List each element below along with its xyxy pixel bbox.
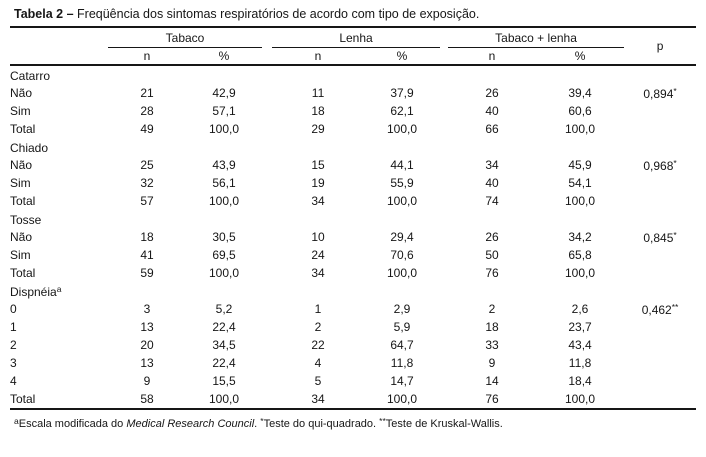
cell-n-tabaco-lenha: 14 bbox=[485, 374, 499, 388]
cell-n-tabaco: 58 bbox=[140, 392, 154, 406]
cell-p-value bbox=[624, 192, 696, 210]
cell-p-value bbox=[624, 228, 696, 246]
cell-pct-tabaco-lenha: 43,4 bbox=[568, 338, 592, 352]
cell-p-value bbox=[624, 372, 696, 390]
cell-n-tabaco: 3 bbox=[143, 302, 151, 316]
cell-p-value bbox=[624, 84, 696, 102]
footnote-text: . bbox=[254, 418, 261, 430]
cell-pct-tabaco: 56,1 bbox=[212, 176, 236, 190]
column-gap bbox=[440, 174, 448, 192]
cell-pct-lenha: 62,1 bbox=[390, 104, 414, 118]
caption-text: Freqüência dos sintomas respiratórios de acordo com tipo de exposição. bbox=[77, 7, 480, 21]
column-gap bbox=[262, 27, 272, 48]
cell-pct-tabaco: 57,1 bbox=[212, 104, 236, 118]
cell-n-tabaco: 13 bbox=[140, 320, 154, 334]
cell-n-tabaco-lenha: 74 bbox=[485, 194, 499, 208]
cell-n-tabaco: 25 bbox=[140, 158, 154, 172]
table-row bbox=[10, 84, 696, 102]
footnote-superscript-star: * bbox=[260, 416, 264, 426]
cell-p-value bbox=[624, 336, 696, 354]
column-gap bbox=[440, 192, 448, 210]
cell-pct-lenha: 100,0 bbox=[387, 122, 418, 136]
subheader-n: n bbox=[108, 48, 186, 66]
cell-n-tabaco-lenha: 2 bbox=[488, 302, 496, 316]
column-gap bbox=[262, 372, 272, 390]
cell-pct-lenha: 100,0 bbox=[387, 194, 418, 208]
table-row bbox=[10, 336, 696, 354]
cell-pct-tabaco-lenha: 23,7 bbox=[568, 320, 592, 334]
column-gap bbox=[440, 264, 448, 282]
cell-n-tabaco: 57 bbox=[140, 194, 154, 208]
cell-p-value bbox=[624, 246, 696, 264]
cell-n-tabaco-lenha: 76 bbox=[485, 392, 499, 406]
column-gap bbox=[262, 264, 272, 282]
cell-n-tabaco: 59 bbox=[140, 266, 154, 280]
footnote-text: Escala modificada do bbox=[18, 418, 127, 430]
cell-pct-tabaco-lenha: 54,1 bbox=[568, 176, 592, 190]
p-value-text: 0,462 bbox=[641, 302, 672, 317]
cell-p-value bbox=[624, 354, 696, 372]
cell-n-lenha: 29 bbox=[311, 122, 325, 136]
p-value-superscript: * bbox=[673, 85, 677, 96]
table-row bbox=[10, 264, 696, 282]
cell-pct-tabaco-lenha: 2,6 bbox=[571, 302, 589, 316]
cell-pct-tabaco: 69,5 bbox=[212, 248, 236, 262]
column-gap bbox=[262, 246, 272, 264]
section-label-text: Chiado bbox=[10, 140, 49, 155]
row-label: Não bbox=[10, 230, 33, 244]
column-gap bbox=[262, 174, 272, 192]
cell-pct-tabaco-lenha: 100,0 bbox=[565, 392, 596, 406]
row-label: Não bbox=[10, 158, 33, 172]
column-gap bbox=[440, 156, 448, 174]
column-gap bbox=[262, 156, 272, 174]
cell-pct-tabaco: 22,4 bbox=[212, 356, 236, 370]
cell-n-tabaco-lenha: 40 bbox=[485, 176, 499, 190]
column-gap bbox=[440, 102, 448, 120]
row-label: Total bbox=[10, 266, 36, 280]
cell-pct-lenha: 5,9 bbox=[393, 320, 411, 334]
group-header-tabaco-lenha: Tabaco + lenha bbox=[448, 27, 624, 48]
column-gap bbox=[262, 318, 272, 336]
table-row bbox=[10, 192, 696, 210]
column-gap bbox=[440, 120, 448, 138]
subheader-n: n bbox=[448, 48, 536, 66]
column-gap bbox=[440, 84, 448, 102]
table-row bbox=[10, 372, 696, 390]
cell-n-tabaco: 49 bbox=[140, 122, 154, 136]
row-label: Sim bbox=[10, 176, 31, 190]
column-gap bbox=[440, 372, 448, 390]
caption-label bbox=[14, 7, 74, 21]
cell-n-tabaco: 13 bbox=[140, 356, 154, 370]
footnote-superscript-double-star: ** bbox=[379, 416, 386, 426]
p-value-text: 0,845 bbox=[643, 230, 674, 245]
footnote-superscript-a: a bbox=[14, 416, 19, 426]
section-label bbox=[10, 65, 696, 84]
cell-pct-lenha: 37,9 bbox=[390, 86, 414, 100]
row-label: 1 bbox=[10, 320, 17, 334]
cell-n-lenha: 4 bbox=[314, 356, 322, 370]
p-column-header: p bbox=[624, 27, 696, 65]
cell-p-value bbox=[624, 318, 696, 336]
row-label: 4 bbox=[10, 374, 17, 388]
column-gap bbox=[440, 390, 448, 409]
row-label: Sim bbox=[10, 104, 31, 118]
cell-n-tabaco-lenha: 18 bbox=[485, 320, 499, 334]
column-gap bbox=[262, 354, 272, 372]
table-row bbox=[10, 174, 696, 192]
column-gap bbox=[440, 27, 448, 48]
column-gap bbox=[440, 354, 448, 372]
section-label-superscript: a bbox=[56, 283, 62, 294]
cell-n-tabaco: 9 bbox=[143, 374, 151, 388]
cell-n-tabaco-lenha: 40 bbox=[485, 104, 499, 118]
table-caption bbox=[10, 6, 696, 22]
row-label: Sim bbox=[10, 248, 31, 262]
p-value-text: 0,894 bbox=[643, 86, 674, 101]
column-gap bbox=[440, 318, 448, 336]
header-spacer bbox=[10, 48, 108, 66]
cell-n-tabaco-lenha: 34 bbox=[485, 158, 499, 172]
column-gap bbox=[262, 120, 272, 138]
row-label: Não bbox=[10, 86, 33, 100]
footnote-italic-text: Medical Research Council bbox=[126, 418, 255, 430]
cell-pct-tabaco: 42,9 bbox=[212, 86, 236, 100]
cell-pct-lenha: 70,6 bbox=[390, 248, 414, 262]
column-gap bbox=[262, 48, 272, 66]
cell-n-lenha: 1 bbox=[314, 302, 322, 316]
row-label: 2 bbox=[10, 338, 17, 352]
row-label: 0 bbox=[10, 302, 17, 316]
group-header-lenha: Lenha bbox=[272, 27, 440, 48]
cell-n-tabaco: 28 bbox=[140, 104, 154, 118]
column-gap bbox=[262, 192, 272, 210]
cell-n-tabaco: 18 bbox=[140, 230, 154, 244]
column-gap bbox=[262, 102, 272, 120]
row-label: Total bbox=[10, 194, 36, 208]
cell-n-lenha: 2 bbox=[314, 320, 322, 334]
cell-n-lenha: 34 bbox=[311, 194, 325, 208]
cell-n-lenha: 11 bbox=[311, 86, 325, 100]
cell-n-tabaco-lenha: 66 bbox=[485, 122, 499, 136]
table-row bbox=[10, 300, 696, 318]
cell-p-value bbox=[624, 390, 696, 409]
cell-n-tabaco-lenha: 26 bbox=[485, 86, 499, 100]
group-header-row bbox=[10, 27, 696, 48]
section-row bbox=[10, 210, 696, 228]
cell-pct-lenha: 29,4 bbox=[390, 230, 414, 244]
cell-pct-lenha: 11,8 bbox=[390, 356, 414, 370]
cell-pct-tabaco-lenha: 45,9 bbox=[568, 158, 592, 172]
cell-n-lenha: 34 bbox=[311, 392, 325, 406]
cell-pct-tabaco: 100,0 bbox=[208, 392, 240, 406]
cell-n-tabaco: 21 bbox=[140, 86, 154, 100]
cell-pct-tabaco: 5,2 bbox=[215, 302, 233, 316]
cell-n-lenha: 10 bbox=[311, 230, 325, 244]
column-gap bbox=[262, 390, 272, 409]
footnote-text: Teste de Kruskal-Wallis. bbox=[385, 418, 503, 430]
caption-label-text: Tabela 2 bbox=[14, 7, 64, 21]
p-value-superscript: ** bbox=[671, 301, 679, 312]
cell-n-tabaco: 32 bbox=[140, 176, 154, 190]
column-gap bbox=[440, 48, 448, 66]
table-row bbox=[10, 354, 696, 372]
cell-n-lenha: 34 bbox=[311, 266, 325, 280]
table-row bbox=[10, 156, 696, 174]
cell-n-lenha: 5 bbox=[314, 374, 322, 388]
cell-pct-tabaco: 100,0 bbox=[208, 194, 240, 208]
cell-pct-tabaco-lenha: 100,0 bbox=[565, 194, 596, 208]
cell-n-lenha: 24 bbox=[311, 248, 325, 262]
cell-pct-tabaco: 34,5 bbox=[212, 338, 236, 352]
section-row bbox=[10, 65, 696, 84]
p-value-superscript: * bbox=[673, 157, 677, 168]
table-row bbox=[10, 228, 696, 246]
section-label-text: Catarro bbox=[10, 68, 51, 83]
section-label bbox=[10, 282, 696, 300]
cell-n-tabaco-lenha: 76 bbox=[485, 266, 499, 280]
p-value-superscript: * bbox=[673, 229, 677, 240]
cell-pct-tabaco-lenha: 65,8 bbox=[568, 248, 592, 262]
cell-pct-lenha: 14,7 bbox=[390, 374, 414, 388]
table-header bbox=[10, 27, 696, 65]
subheader-n: n bbox=[272, 48, 364, 66]
cell-p-value bbox=[624, 156, 696, 174]
cell-pct-tabaco-lenha: 60,6 bbox=[568, 104, 592, 118]
cell-pct-lenha: 64,7 bbox=[390, 338, 414, 352]
cell-pct-tabaco: 22,4 bbox=[212, 320, 236, 334]
cell-pct-tabaco-lenha: 100,0 bbox=[565, 266, 596, 280]
column-gap bbox=[440, 300, 448, 318]
cell-n-tabaco-lenha: 9 bbox=[488, 356, 496, 370]
cell-pct-tabaco: 30,5 bbox=[212, 230, 236, 244]
column-gap bbox=[440, 336, 448, 354]
row-label: Total bbox=[10, 122, 36, 136]
cell-pct-tabaco: 100,0 bbox=[208, 122, 240, 136]
cell-p-value bbox=[624, 300, 696, 318]
cell-pct-tabaco: 100,0 bbox=[208, 266, 240, 280]
caption-separator: – bbox=[66, 7, 74, 21]
cell-n-tabaco: 41 bbox=[140, 248, 154, 262]
cell-n-tabaco-lenha: 26 bbox=[485, 230, 499, 244]
cell-pct-lenha: 44,1 bbox=[390, 158, 414, 172]
row-label: 3 bbox=[10, 356, 17, 370]
cell-pct-tabaco-lenha: 34,2 bbox=[568, 230, 592, 244]
p-value-text: 0,968 bbox=[643, 158, 674, 173]
cell-n-tabaco-lenha: 50 bbox=[485, 248, 499, 262]
cell-pct-lenha: 100,0 bbox=[387, 392, 418, 406]
cell-n-lenha: 15 bbox=[311, 158, 325, 172]
subheader-pct: % bbox=[186, 48, 262, 66]
subheader-pct: % bbox=[536, 48, 624, 66]
cell-n-tabaco: 20 bbox=[140, 338, 154, 352]
cell-p-value bbox=[624, 102, 696, 120]
column-gap bbox=[440, 228, 448, 246]
column-gap bbox=[262, 228, 272, 246]
header-spacer bbox=[10, 27, 108, 48]
group-header-tabaco: Tabaco bbox=[108, 27, 262, 48]
section-label bbox=[10, 138, 696, 156]
column-gap bbox=[262, 336, 272, 354]
cell-p-value bbox=[624, 120, 696, 138]
table-row bbox=[10, 102, 696, 120]
section-row bbox=[10, 282, 696, 300]
subheader-row bbox=[10, 48, 696, 66]
table-row bbox=[10, 246, 696, 264]
cell-p-value bbox=[624, 174, 696, 192]
section-label bbox=[10, 210, 696, 228]
cell-pct-tabaco: 43,9 bbox=[212, 158, 236, 172]
cell-n-lenha: 19 bbox=[311, 176, 325, 190]
section-label-text: Tosse bbox=[10, 212, 42, 227]
section-label-text: Dispnéia bbox=[10, 284, 57, 299]
section-row bbox=[10, 138, 696, 156]
table-body bbox=[10, 65, 696, 409]
subheader-pct: % bbox=[364, 48, 440, 66]
column-gap bbox=[262, 300, 272, 318]
cell-pct-tabaco: 15,5 bbox=[212, 374, 236, 388]
column-gap bbox=[262, 84, 272, 102]
table-row bbox=[10, 318, 696, 336]
column-gap bbox=[440, 246, 448, 264]
cell-pct-tabaco-lenha: 11,8 bbox=[568, 356, 592, 370]
symptoms-frequency-table bbox=[10, 26, 696, 410]
cell-n-lenha: 22 bbox=[311, 338, 325, 352]
cell-pct-tabaco-lenha: 18,4 bbox=[568, 374, 592, 388]
table-footnote bbox=[10, 414, 696, 431]
cell-pct-lenha: 2,9 bbox=[393, 302, 411, 316]
cell-pct-lenha: 100,0 bbox=[387, 266, 418, 280]
cell-n-lenha: 18 bbox=[311, 104, 325, 118]
cell-p-value bbox=[624, 264, 696, 282]
cell-pct-lenha: 55,9 bbox=[390, 176, 414, 190]
cell-pct-tabaco-lenha: 39,4 bbox=[568, 86, 592, 100]
table-row bbox=[10, 390, 696, 409]
cell-n-tabaco-lenha: 33 bbox=[485, 338, 499, 352]
cell-pct-tabaco-lenha: 100,0 bbox=[565, 122, 596, 136]
footnote-text: Teste do qui-quadrado. bbox=[263, 418, 380, 430]
row-label: Total bbox=[10, 392, 36, 406]
table-row bbox=[10, 120, 696, 138]
